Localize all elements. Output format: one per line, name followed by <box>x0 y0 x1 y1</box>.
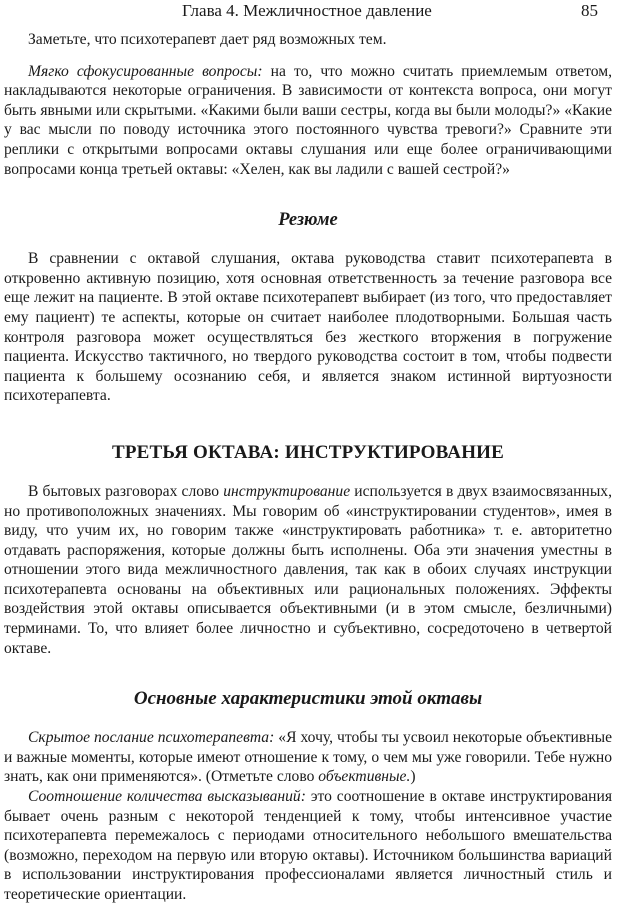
instructing-text-start: В бытовых разговорах слово <box>28 482 224 500</box>
characteristics-heading: Основные характеристики этой октавы <box>133 688 483 710</box>
ratio-term: Соотношение количества высказываний: <box>28 788 306 806</box>
chapter-title: Глава 4. Межличностное давление <box>182 1 432 20</box>
paragraph-topics: Заметьте, что психотерапевт дает ряд возможных тем. <box>28 31 387 48</box>
paragraph-focused-questions <box>4 62 612 180</box>
paragraph-instructing <box>4 482 612 658</box>
hidden-message-term: Скрытое послание психотерапевта: <box>28 729 275 747</box>
ratio-text: это соотношение в октаве инструктирования бывает очень разным с некоторой тенденцией к тому, чтобы интенсивное участие психотерапевта перемежалось с периодами относительного небольшого вмешательства (возможно, переходом на первую или вторую октавы). Источником большинства вариаций в использовании инструктирования профессионалами является личностный стиль и теоретические ориентации. <box>4 788 613 903</box>
running-head <box>4 0 612 26</box>
instructing-term: инструктирование <box>223 482 351 500</box>
hidden-message-text: «Я хочу, чтобы ты усвоил некоторые объективные и важные моменты, которые имеют отношение к тому, о чем мы уже говорили. Тебе нужно знать, как они применяются». (Отметьте слово <box>4 729 612 786</box>
paragraph-gap <box>4 50 612 62</box>
focused-questions-term: Мягко сфокусированные вопросы: <box>28 62 263 80</box>
page-number: 85 <box>581 1 598 20</box>
hidden-message-closing: ) <box>410 768 416 786</box>
paragraph-summary: В сравнении с октавой слушания, октава руководства ставит психотерапевта в откровенно активную позицию, хотя основная ответственность за течение разговора все еще лежит на пациенте. В этой октаве психотерапевт выбирает (из того, что предоставляет ему пациент) те аспекты, которые он считает наиболее плодотворными. Большая часть контроля разговора может осуществляться без жесткого вторжения в погружение пациента. Искусство тактичного, но твердого руководства состоит в том, чтобы подвести пациента к большему осознанию себя, и является знаком истинной виртуозности психотерапевта. <box>4 250 612 405</box>
objective-term: объективные. <box>318 768 411 786</box>
focused-questions-text: на то, что можно считать приемлемым ответом, накладываются некоторые ограничения. В зависимости от контекста вопроса, они могут быть явными или скрытыми. «Какими были ваши сестры, когда вы были молоды?» «Какие у вас мысли по поводу источника этого постоянного чувства тревоги?» Сравните эти реплики с открытыми вопросами октавы слушания или еще более ограничивающими вопросами конца третьей октавы: «Хелен, как вы ладили с вашей сестрой?» <box>4 62 612 178</box>
paragraph-ratio <box>4 787 612 905</box>
instructing-text-rest: используется в двух взаимосвязанных, но противоположных значениях. Мы говорим об «инструктировании студентов», имея в виду, что учим их, но говорим также «инструктировать работника» т. е. авторитетно отдавать распоряжения, которые должны быть исполнены. Оба эти значения уместны в отношении этого вида межличностного давления, так как в обоих случаях инструкции психотерапевта основаны на объективных или рациональных положениях. Эффекты воздействия этой октавы описывается объективными (и в этом смысле, безличными) терминами. То, что влияет более личностно и субъективно, сосредоточено в четвертой октаве. <box>4 482 612 657</box>
paragraph-hidden-message <box>4 728 612 787</box>
section-heading: ТРЕТЬЯ ОКТАВА: ИНСТРУКТИРОВАНИЕ <box>111 441 505 463</box>
summary-heading: Резюме <box>278 210 338 231</box>
